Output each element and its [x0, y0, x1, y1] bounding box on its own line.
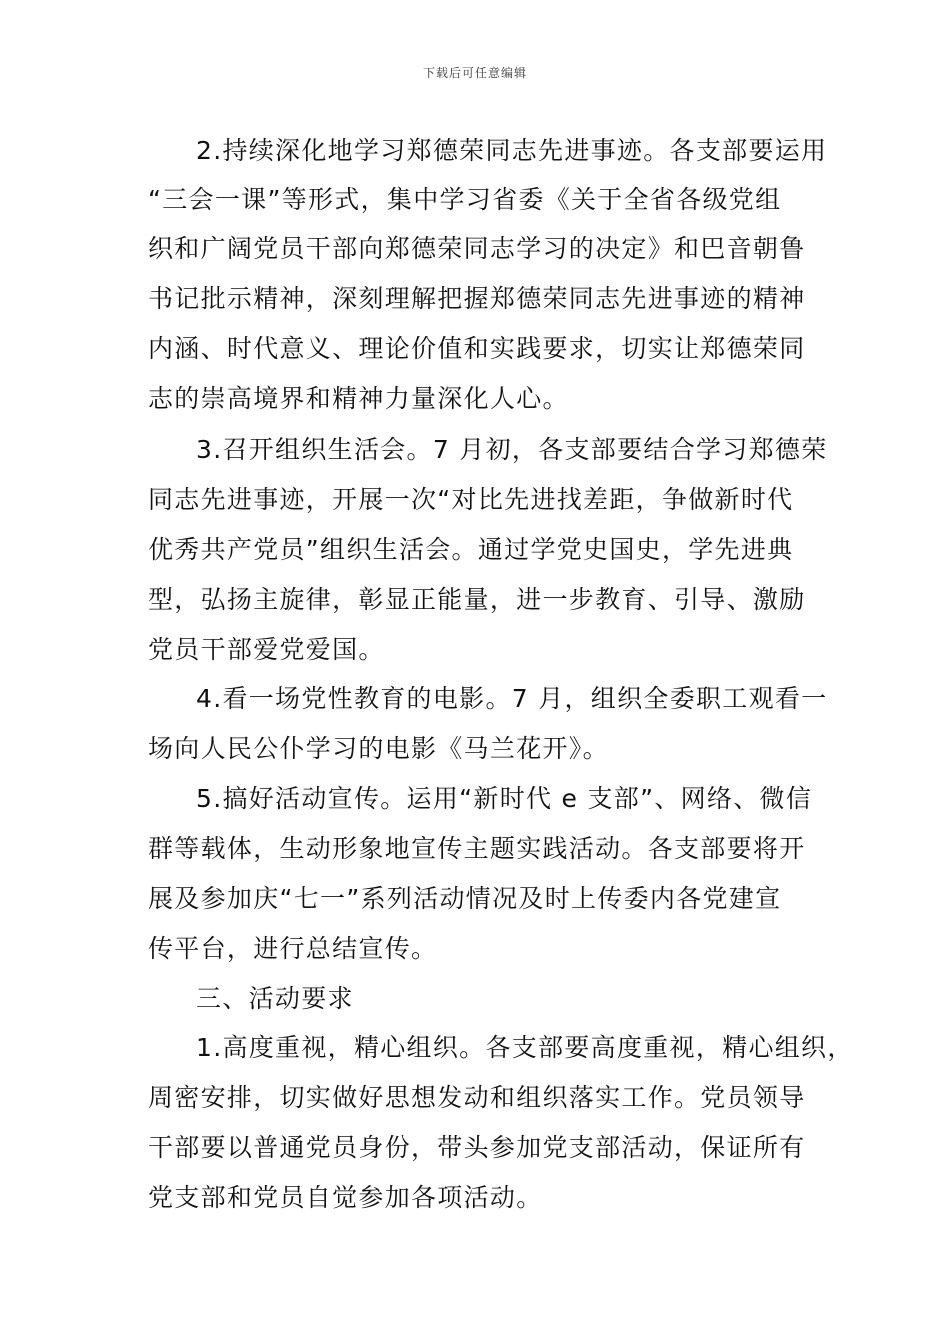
paragraph-line: 书记批示精神，深刻理解把握郑德荣同志先进事迹的精神 [148, 284, 806, 313]
paragraph-line: 志的崇高境界和精神力量深化人心。 [148, 384, 569, 413]
paragraph-line: 织和广阔党员干部向郑德荣同志学习的决定》和巴音朝鲁 [148, 234, 806, 263]
paragraph-line: 传平台，进行总结宣传。 [148, 934, 438, 963]
section-heading: 三、活动要求 [196, 984, 354, 1013]
paragraph-line: 3.召开组织生活会。7 月初，各支部要结合学习郑德荣 [196, 435, 828, 464]
paragraph-line: 群等载体，生动形象地宣传主题实践活动。各支部要将开 [148, 834, 806, 863]
paragraph-line: “三会一课”等形式，集中学习省委《关于全省各级党组 [148, 185, 782, 214]
paragraph-line: 内涵、时代意义、理论价值和实践要求，切实让郑德荣同 [148, 334, 806, 363]
paragraph-line: 2.持续深化地学习郑德荣同志先进事迹。各支部要运用 [196, 136, 828, 165]
paragraph-line: 干部要以普通党员身份，带头参加党支部活动，保证所有 [148, 1133, 806, 1162]
paragraph-line: 党支部和党员自觉参加各项活动。 [148, 1183, 543, 1212]
paragraph-line: 周密安排，切实做好思想发动和组织落实工作。党员领导 [148, 1083, 806, 1112]
paragraph-line: 展及参加庆“七一”系列活动情况及时上传委内各党建宣 [148, 884, 782, 913]
paragraph-line: 1.高度重视，精心组织。各支部要高度重视，精心组织， [196, 1033, 854, 1062]
paragraph-line: 场向人民公仆学习的电影《马兰花开》。 [148, 734, 609, 763]
paragraph-line: 优秀共产党员”组织生活会。通过学党史国史，学先进典 [148, 535, 794, 564]
paragraph-line: 型，弘扬主旋律，彰显正能量，进一步教育、引导、激励 [148, 585, 806, 614]
paragraph-line: 同志先进事迹，开展一次“对比先进找差距，争做新时代 [148, 485, 794, 514]
page-header: 下载后可任意编辑 [422, 66, 527, 80]
paragraph-line: 4.看一场党性教育的电影。7 月，组织全委职工观看一 [196, 684, 828, 713]
paragraph-line: 5.搞好活动宣传。运用“新时代 e 支部”、网络、微信 [196, 784, 813, 813]
paragraph-line: 党员干部爱党爱国。 [148, 635, 385, 664]
